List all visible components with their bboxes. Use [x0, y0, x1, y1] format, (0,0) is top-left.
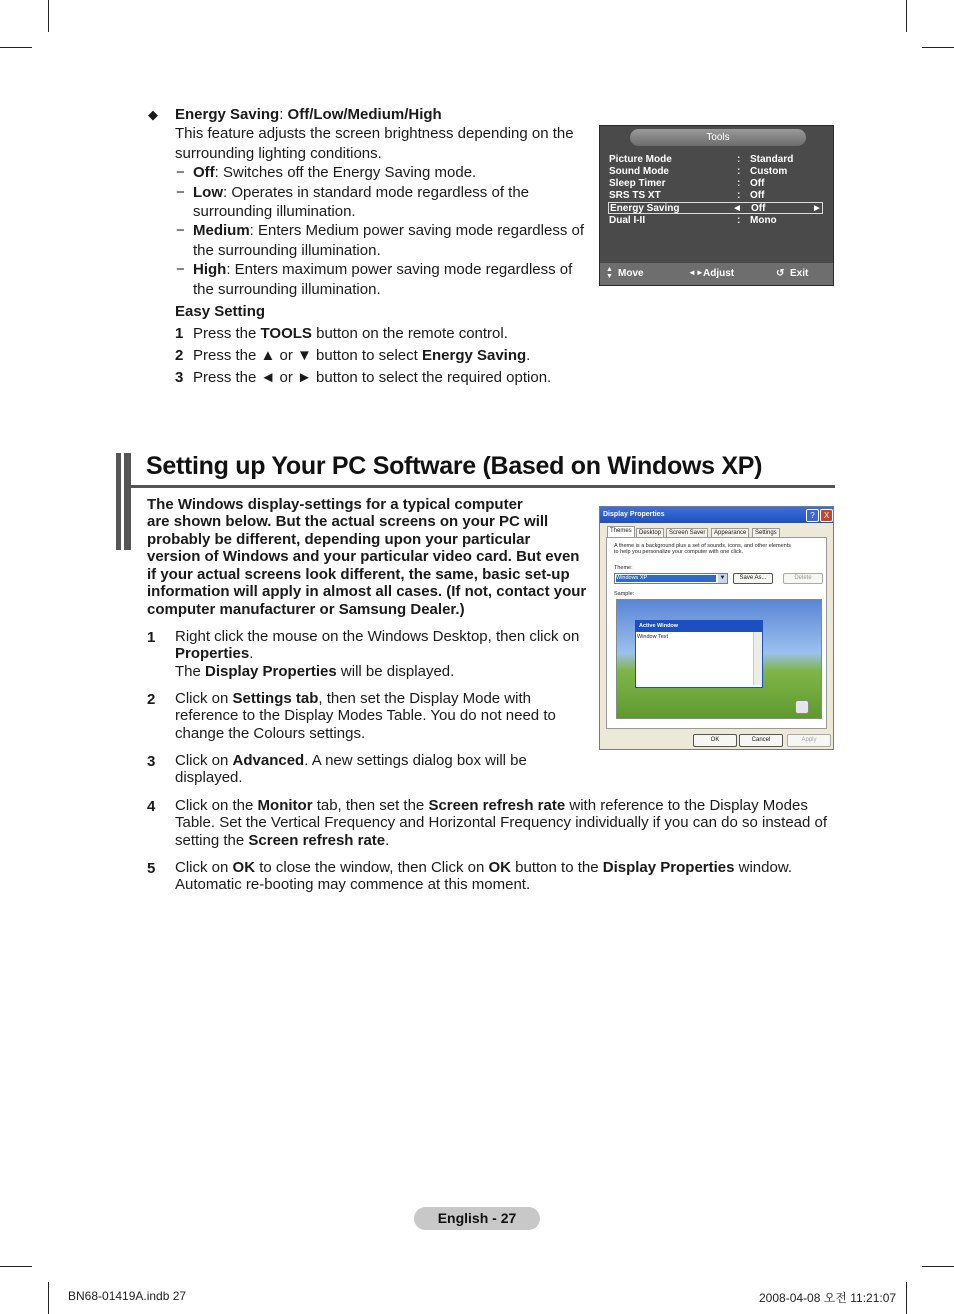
- save-as-button[interactable]: Save As...: [733, 573, 773, 584]
- option-medium: Medium: Enters Medium power saving mode regardless of: [193, 222, 584, 239]
- step-number: 2: [175, 347, 184, 364]
- tools-row-sleep-timer[interactable]: Sleep Timer : Off: [609, 178, 765, 189]
- step-number: 2: [147, 691, 156, 708]
- easy-step-2: Press the ▲ or ▼ button to select Energy Saving.: [193, 347, 531, 364]
- tools-row-srs[interactable]: SRS TS XT : Off: [609, 190, 765, 201]
- theme-desc: to help you personalize your computer with one click.: [614, 549, 744, 555]
- close-button[interactable]: X: [820, 509, 833, 522]
- tools-row-picture-mode[interactable]: Picture Mode : Standard: [609, 154, 794, 165]
- page-number-badge: English - 27: [414, 1207, 540, 1230]
- window-text: Window Text: [637, 634, 669, 640]
- step5-line: Click on OK to close the window, then Click on OK button to the Display Properties window.: [175, 859, 793, 876]
- tab-appearance[interactable]: Appearance: [711, 528, 749, 538]
- theme-desc: A theme is a background plus a set of sounds, icons, and other elements: [614, 543, 792, 549]
- help-button[interactable]: ?: [806, 509, 819, 522]
- print-date: 2008-04-08 오전 11:21:07: [759, 1291, 897, 1305]
- delete-button[interactable]: Delete: [783, 573, 823, 584]
- step4-line: Table. Set the Vertical Frequency and Horizontal Frequency individually if you can do so instead of: [175, 814, 828, 831]
- step2-line: change the Colours settings.: [175, 725, 366, 742]
- recycle-bin-icon: [795, 700, 809, 714]
- tab-themes[interactable]: Themes: [607, 526, 635, 538]
- tab-settings[interactable]: Settings: [752, 528, 780, 538]
- dialog-titlebar: Display Properties: [600, 507, 833, 523]
- left-arrow-icon: ◄: [732, 203, 742, 214]
- step-number: 3: [175, 369, 184, 386]
- up-down-icon: ▲ ▼: [606, 266, 613, 280]
- step5-line: Automatic re-booting may commence at this moment.: [175, 876, 531, 893]
- easy-step-1: Press the TOOLS button on the remote control.: [193, 325, 508, 342]
- tools-menu-title: Tools: [630, 129, 806, 146]
- theme-select[interactable]: Windows XP ▼: [614, 573, 728, 584]
- energy-saving-title: Energy Saving: Off/Low/Medium/High: [175, 106, 442, 123]
- theme-label: Theme:: [614, 565, 633, 571]
- intro-line: The Windows display-settings for a typical computer: [147, 496, 523, 513]
- dash: −: [176, 261, 185, 278]
- option-off: Off: Switches off the Energy Saving mode.: [193, 164, 477, 181]
- option-low: Low: Operates in standard mode regardless of the: [193, 184, 530, 201]
- tab-screen-saver[interactable]: Screen Saver: [666, 528, 708, 538]
- scrollbar: [753, 632, 762, 685]
- energy-desc: surrounding lighting conditions.: [175, 145, 382, 162]
- step1-line: Properties.: [175, 645, 254, 662]
- crop-mark: [922, 1266, 954, 1267]
- step-number: 3: [147, 753, 156, 770]
- step4-line: setting the Screen refresh rate.: [175, 832, 390, 849]
- apply-button[interactable]: Apply: [787, 734, 831, 747]
- sample-preview: [616, 599, 822, 719]
- intro-line: probably be different, depending upon your particular: [147, 531, 531, 548]
- tools-row-dual[interactable]: Dual I-II : Mono: [609, 215, 777, 226]
- crop-mark: [0, 47, 32, 48]
- option-high-cont: the surrounding illumination.: [193, 281, 381, 298]
- file-name: BN68-01419A.indb 27: [68, 1289, 187, 1303]
- intro-line: information will apply in almost all cases. (If not, contact your: [147, 583, 587, 600]
- tab-desktop[interactable]: Desktop: [636, 528, 664, 538]
- tools-row-sound-mode[interactable]: Sound Mode : Custom: [609, 166, 788, 177]
- step-number: 5: [147, 860, 156, 877]
- step-number: 1: [147, 629, 156, 646]
- active-window-preview: [635, 620, 763, 688]
- intro-line: are shown below. But the actual screens on your PC will: [147, 513, 549, 530]
- intro-line: version of Windows and your particular video card. But even: [147, 548, 580, 565]
- tools-menu: [599, 125, 834, 286]
- intro-line: if your actual screens look different, the same, basic set-up: [147, 566, 570, 583]
- dash: −: [176, 222, 185, 239]
- adjust-label: Adjust: [703, 268, 735, 279]
- step2-line: Click on Settings tab, then set the Display Mode with: [175, 690, 531, 707]
- dash: −: [176, 164, 185, 181]
- active-window-title: Active Window: [636, 621, 762, 632]
- bullet-icon: ◆: [148, 107, 158, 122]
- step1-line: The Display Properties will be displayed.: [175, 663, 455, 680]
- heading-rule: [131, 485, 835, 488]
- heading-bar: [124, 453, 131, 550]
- step-number: 4: [147, 798, 156, 815]
- intro-line: computer manufacturer or Samsung Dealer.): [147, 601, 465, 618]
- section-heading: Setting up Your PC Software (Based on Windows XP): [146, 452, 763, 480]
- left-right-icon: ◄►: [688, 268, 704, 277]
- exit-label: Exit: [790, 268, 809, 279]
- crop-mark: [48, 0, 49, 32]
- crop-mark: [0, 1266, 32, 1267]
- step1-line: Right click the mouse on the Windows Desktop, then click on: [175, 628, 580, 645]
- easy-step-3: Press the ◄ or ► button to select the required option.: [193, 369, 552, 386]
- option-medium-cont: the surrounding illumination.: [193, 242, 381, 259]
- crop-mark: [906, 0, 907, 32]
- easy-setting-title: Easy Setting: [175, 303, 266, 320]
- tools-row-energy-saving[interactable]: Energy Saving ◄ Off ►: [610, 203, 822, 214]
- display-properties-dialog: [599, 506, 834, 750]
- dash: −: [176, 184, 185, 201]
- step-number: 1: [175, 325, 184, 342]
- crop-mark: [906, 1282, 907, 1314]
- step2-line: reference to the Display Modes Table. You do not need to: [175, 707, 556, 724]
- ok-button[interactable]: OK: [693, 734, 737, 747]
- return-icon: ↺: [776, 268, 785, 279]
- tools-footer: [600, 263, 833, 285]
- themes-panel: [606, 537, 827, 729]
- option-high: High: Enters maximum power saving mode regardless of: [193, 261, 573, 278]
- step3-line: Click on Advanced. A new settings dialog box will be: [175, 752, 527, 769]
- move-label: Move: [618, 268, 644, 279]
- chevron-down-icon: ▼: [719, 575, 726, 581]
- crop-mark: [922, 47, 954, 48]
- cancel-button[interactable]: Cancel: [739, 734, 783, 747]
- energy-desc: This feature adjusts the screen brightness depending on the: [175, 125, 574, 142]
- step3-line: displayed.: [175, 769, 243, 786]
- step4-line: Click on the Monitor tab, then set the Screen refresh rate with reference to the Display Modes: [175, 797, 808, 814]
- right-arrow-icon: ►: [812, 203, 822, 214]
- heading-bar: [116, 453, 121, 550]
- crop-mark: [48, 1282, 49, 1314]
- option-low-cont: surrounding illumination.: [193, 203, 356, 220]
- sample-label: Sample:: [614, 591, 635, 597]
